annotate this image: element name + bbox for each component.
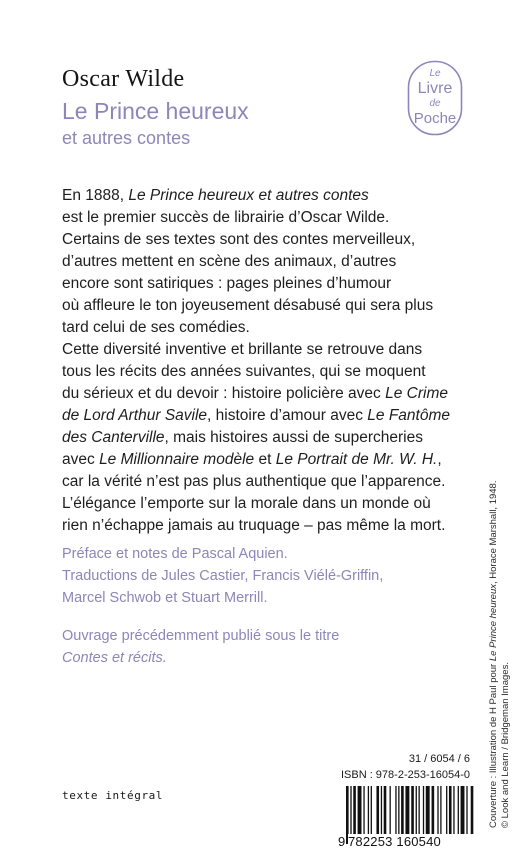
barcode-bar [371, 786, 372, 836]
back-cover-blurb [62, 185, 482, 537]
blurb-text: et [254, 451, 276, 468]
blurb-line: où affleure le ton joyeusement désabusé qui sera plus [62, 297, 434, 314]
barcode-bar [466, 786, 467, 836]
barcode-bar [449, 786, 452, 836]
blurb-line: Cette diversité inventive et brillante se retrouve dans [62, 341, 423, 358]
blurb-italic-title: des Canterville [62, 429, 165, 446]
blurb-italic-title: Le Prince heureux et autres contes [128, 187, 369, 204]
barcode-bar [416, 786, 417, 836]
blurb-text: avec [62, 451, 100, 468]
blurb-line: rien n’échappe jamais au truquage – pas même la mort. [62, 517, 446, 534]
cover-illustration-credit [488, 481, 512, 828]
blurb-italic-title: Le Crime [385, 385, 448, 402]
catalog-code: 31 / 6054 / 6 [408, 753, 470, 765]
previous-italic-title: Contes et récits. [62, 650, 167, 666]
side-credit-line [488, 481, 500, 828]
blurb-italic-title: Le Portrait de Mr. W. H. [275, 451, 438, 468]
barcode-bar [363, 786, 364, 836]
blurb-line: d’autres mettent en scène des animaux, d’autres [62, 253, 397, 270]
barcode-bar [440, 786, 441, 836]
blurb-line [62, 405, 482, 427]
previous-title-note [62, 625, 462, 669]
blurb-line: Certains de ses textes sont des contes merveilleux, [62, 231, 416, 248]
blurb-text: , [437, 451, 442, 468]
logo-text-poche: Poche [413, 110, 457, 127]
blurb-line: tous les récits des années suivantes, qui se moquent [62, 363, 426, 380]
logo-text-livre: Livre [417, 80, 453, 97]
barcode-bar [426, 786, 430, 836]
side-credit-line: © Look and Learn / Bridgeman Images. [500, 662, 511, 828]
barcode-bar [353, 786, 356, 836]
book-subtitle: et autres contes [62, 128, 191, 148]
barcode-bar [458, 786, 459, 836]
livre-de-poche-logo [407, 60, 463, 136]
logo-text-le: Le [429, 68, 441, 79]
logo-text-de: de [429, 98, 441, 109]
blurb-line: est le premier succès de librairie d’Oscar Wilde. [62, 209, 390, 226]
barcode-bar [358, 786, 362, 836]
blurb-line: L’élégance l’emporte sur la morale dans un monde où [62, 495, 431, 512]
barcode-remaining-digits: 782253 160540 [348, 834, 474, 849]
blurb-italic-title: Le Millionnaire modèle [99, 451, 255, 468]
credits-line: Traductions de Jules Castier, Francis Viélé-Griffin, [62, 568, 384, 584]
blurb-italic-title: de Lord Arthur Savile [62, 407, 208, 424]
texte-integral-label: texte intégral [62, 789, 164, 802]
blurb-line [62, 449, 482, 471]
blurb-line [62, 383, 482, 405]
barcode-bar [461, 786, 465, 836]
side-credit-text: Couverture : Illustration de H Paul pour [488, 661, 499, 828]
previous-line [62, 647, 462, 669]
barcode-first-digit: 9 [338, 834, 346, 849]
blurb-text: , mais histoires aussi de supercheries [164, 429, 423, 446]
barcode-bar [376, 786, 379, 836]
barcode-bar [453, 786, 454, 836]
barcode-bar [401, 786, 404, 836]
blurb-italic-title: Le Fantôme [367, 407, 451, 424]
barcode-bar [368, 786, 369, 836]
isbn-label: ISBN : 978-2-253-16054-0 [340, 769, 470, 781]
blurb-text: du sérieux et du devoir : histoire policière avec [62, 385, 386, 402]
blurb-text: En 1888, [62, 187, 129, 204]
barcode-bar [381, 786, 382, 836]
barcode-bar [398, 786, 399, 836]
author-name: Oscar Wilde [62, 66, 185, 92]
side-credit-italic: Le Prince heureux [488, 584, 499, 662]
barcode-bar [446, 786, 447, 836]
previous-line: Ouvrage précédemment publié sous le titre [62, 628, 340, 644]
blurb-line: encore sont satiriques : pages pleines d’humour [62, 275, 392, 292]
blurb-line [62, 427, 482, 449]
blurb-text: , histoire d’amour avec [207, 407, 368, 424]
barcode-bar [384, 786, 387, 836]
credits-line: Préface et notes de Pascal Aquien. [62, 546, 288, 562]
credits-line: Marcel Schwob et Stuart Merrill. [62, 590, 268, 606]
barcode-bar [390, 786, 391, 836]
barcode-bar [411, 786, 414, 836]
translation-credits [62, 543, 462, 609]
blurb-line [62, 185, 482, 207]
barcode-bar [432, 786, 435, 836]
barcode-bar [395, 786, 396, 836]
barcode-bar [471, 786, 474, 836]
barcode-bar [405, 786, 409, 836]
book-title: Le Prince heureux [62, 98, 249, 124]
barcode-bar [437, 786, 438, 836]
side-credit-text: , Horace Marshall, 1948. [488, 480, 499, 585]
blurb-line: tard celui de ses comédies. [62, 319, 250, 336]
blurb-line: car la vérité n’est pas plus authentique que l’apparence. [62, 473, 446, 490]
